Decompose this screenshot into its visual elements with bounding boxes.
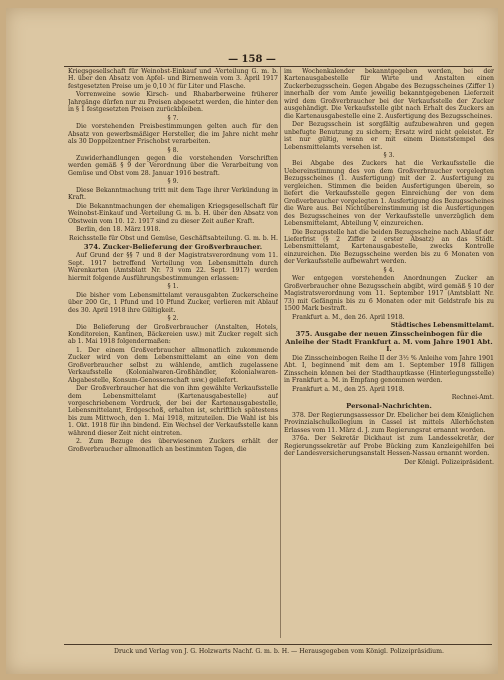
left-column	[68, 68, 278, 638]
paragraph: Frankfurt a. M., den 26. April 1918.	[292, 313, 405, 321]
paragraph: 376a. Der Sekretär Dickhaut ist zum Landessekretär, der Regierungssekretär auf Probe Bücking zum Kanzleigehilfen bei der Landesversicherungsanstalt Hessen-Nassau ernannt worden.	[284, 435, 494, 458]
document-page	[6, 8, 498, 674]
paragraph-number: § 9.	[167, 178, 179, 186]
paragraph: Der Großverbraucher hat die von ihm gewählte Verkaufsstelle dem Lebensmittelamt (Kartenausgabestelle) auf vorgeschriebenem Vordruck, der bei der Kartenausgabestelle, Lebensmittelamt, Erdgeschoß, erhalten ist, schriftlich spätestens bis zum Mittwoch, den 1. Mai 1918, mitzuteilen. Die Wahl ist bis 1. Okt. 1918 für ihn bindend. Ein Wechsel der Verkaufsstelle kann während dieser Zeit nicht eintreten.	[68, 385, 278, 437]
paragraph: Die bisher vom Lebensmittelamt verausgabten Zuckerscheine über 200 Gr., 1 Pfund und 10 Pfund Zucker, verlieren mit Ablauf des 30. April 1918 ihre Gültigkeit.	[68, 291, 278, 314]
column-divider	[280, 66, 281, 638]
section-heading: 375. Ausgabe der neuen Zinsscheinbogen für die Anleihe der Stadt Frankfurt a. M. vom Jahre 1901 Abt. I.	[285, 330, 493, 354]
paragraph-number: § 7.	[167, 114, 179, 122]
paragraph: Die Bezugsstelle hat die beiden Bezugsscheine nach Ablauf der Lieferfrist (§ 2 Ziffer 2 erster Absatz) an das Städt. Lebensmittelamt, Kartenausgabestelle, zwecks Kontrolle einzureichen. Die Bezugsscheine werden bis zu 6 Monaten von der Verkaufsstelle aufbewahrt werden.	[284, 228, 494, 266]
paragraph-number: § 4.	[383, 266, 395, 274]
paragraph: Berlin, den 18. März 1918.	[76, 226, 161, 234]
paragraph: Bei Abgabe des Zuckers hat die Verkaufsstelle die Uebereinstimmung des von dem Großverbraucher vorgelegten Bezugsscheines (1. Ausfertigung) mit der 2. Ausfertigung zu vergleichen. Stimmen die beiden Ausfertigungen überein, so liefert die Verkaufsstelle gegen Einreichung der von dem Großverbraucher vorgelegten 1. Ausfertigung des Bezugsscheines die Ware aus. Bei Nichtübereinstimmung ist die Ausfertigungen des Bezugsscheines von der Verkaufsstelle unverzüglich dem Lebensmittelamt, Abteilung V, einzureichen.	[284, 160, 494, 228]
paragraph: Zuwiderhandlungen gegen die vorstehenden Vorschriften werden gemäß § 9 der Verordnung über die Verarbeitung von Gemüse und Obst vom 28. Januar 1916 bestraft.	[68, 154, 278, 177]
top-rule	[64, 66, 492, 67]
paragraph-number: § 3.	[383, 151, 395, 159]
paragraph: Rechnei-Amt.	[451, 394, 494, 402]
paragraph: Die Bekanntmachungen der ehemaligen Kriegsgesellschaft für Weinobst-Einkauf und -Verteilung G. m. b. H. über den Absatz von Obstwein vom 10. 12. 1917 sind zu dieser Zeit außer Kraft.	[68, 202, 278, 225]
paragraph: Kriegsgesellschaft für Weinobst-Einkauf und -Verteilung G. m. b. H. über den Absatz von Apfel- und Birnenwein vom 3. April 1917 festgesetzten Preise um je 0,10 ℳ für Liter und Flasche.	[68, 68, 278, 90]
paragraph: Die Zinsscheinbogen Reihe II der 3½ % Anleihe vom Jahre 1901 Abt. I, beginnend mit dem am 1. September 1918 fälligen Zinsschein können bei der Stadthauptkasse (Hinterlegungsstelle) in Frankfurt a. M. in Empfang genommen werden.	[284, 354, 494, 385]
paragraph: Vorrenweine sowie Kirsch- und Rhabarberweine früherer Jahrgänge dürfen nur zu Preisen abgesetzt werden, die hinter den in § 1 festgesetzten Preisen zurückbleiben.	[68, 91, 278, 114]
page-number: — 158 —	[228, 54, 276, 65]
paragraph: Die Belieferung der Großverbraucher (Anstalten, Hotels, Konditoreien, Kantinen, Bäckereien usw.) mit Zucker regelt sich ab 1. Mai 1918 folgendermaßen:	[68, 323, 278, 346]
paragraph: 2. Zum Bezuge des überwiesenen Zuckers erhält der Großverbraucher allmonatlich an bestimmten Tagen, die	[68, 438, 278, 453]
paragraph-number: § 2.	[167, 315, 179, 323]
right-column	[284, 68, 494, 638]
bottom-rule	[64, 644, 492, 645]
paragraph: Städtisches Lebensmittelamt.	[390, 321, 494, 329]
paragraph: Wer entgegen vorstehenden Anordnungen Zucker an Großverbraucher ohne Bezugsschein abgibt, wird gemäß § 10 der Magistratsverordnung vom 11. September 1917 (Amtsblatt Nr. 73) mit Gefängnis bis zu 6 Monaten oder mit Geldstrafe bis zu 1500 Mark bestraft.	[284, 275, 494, 313]
paragraph: Der Bezugsschein ist sorgfältig aufzubewahren und gegen unbefugte Benutzung zu sichern; Ersatz wird nicht geleistet. Er ist nur gültig, wenn er mit einem Dienststempel des Lebensmittelamts versehen ist.	[284, 121, 494, 151]
paragraph-number: § 8.	[167, 146, 179, 154]
section-heading: Personal-Nachrichten.	[346, 402, 432, 411]
imprint-footer: Druck und Verlag von J. G. Holzwarts Nachf. G. m. b. H. — Herausgegeben vom Königl. Polizeipräsidium.	[114, 648, 444, 655]
section-heading: 374. Zucker-Belieferung der Großverbraucher.	[83, 242, 263, 251]
paragraph: 378. Der Regierungsassessor Dr. Ebelicher bei dem Königlichen Provinzialschulkollegium in Cassel ist mittels Allerhöchsten Erlasses vom 11. März d. J. zum Regierungsrat ernannt worden.	[284, 411, 494, 434]
paragraph: Diese Bekanntmachung tritt mit dem Tage ihrer Verkündung in Kraft.	[68, 186, 278, 202]
paragraph: Frankfurt a. M., den 25. April 1918.	[292, 385, 405, 393]
paragraph: Reichsstelle für Obst und Gemüse, Geschäftsabteilung. G. m. b. H.	[68, 234, 278, 242]
paragraph: Der Königl. Polizeipräsident.	[404, 458, 494, 466]
paragraph-number: § 1.	[167, 283, 179, 291]
paragraph: Die vorstehenden Preisbestimmungen gelten auch für den Absatz von gewerbsmäßiger Hersteller, die im Jahre nicht mehr als 30 Doppelzentner Frischobst verarbeiten.	[68, 123, 278, 146]
paragraph: Auf Grund der §§ 7 und 8 der Magistratsverordnung vom 11. Sept. 1917 betreffend Verteilung von Lebensmitteln durch Warenkarten (Amtsblatt Nr. 73 vom 22. Sept. 1917) werden hiermit folgende Ausführungsbestimmungen erlassen:	[68, 252, 278, 282]
paragraph: im Wochenkalender bekanntgegeben werden, bei der Kartenausgabestelle für Wirte und Anstalten einen Zuckerbezugsschein. Gegen Abgabe des Bezugsscheines (Ziffer 1) innerhalb der vom Amte jeweilig bekanntgegebenen Lieferzeit wird dem Großverbraucher bei der Verkaufsstelle der Zucker ausgehändigt. Die Verkaufsstelle gibt nach Erhalt des Zuckers an die Kartenausgabestelle eine 2. Ausfertigung des Bezugsscheines.	[284, 68, 494, 120]
paragraph: 1. Der einem Großverbraucher allmonatlich zukommende Zucker wird von dem Lebensmittelamt an eine von dem Großverbraucher selbst zu wählende, amtlich zugelassene Verkaufsstelle (Kolonialwaren-Großhändler, Kolonialwaren-Abgabestelle, Konsum-Genossenschaft usw.) geliefert.	[68, 346, 278, 384]
